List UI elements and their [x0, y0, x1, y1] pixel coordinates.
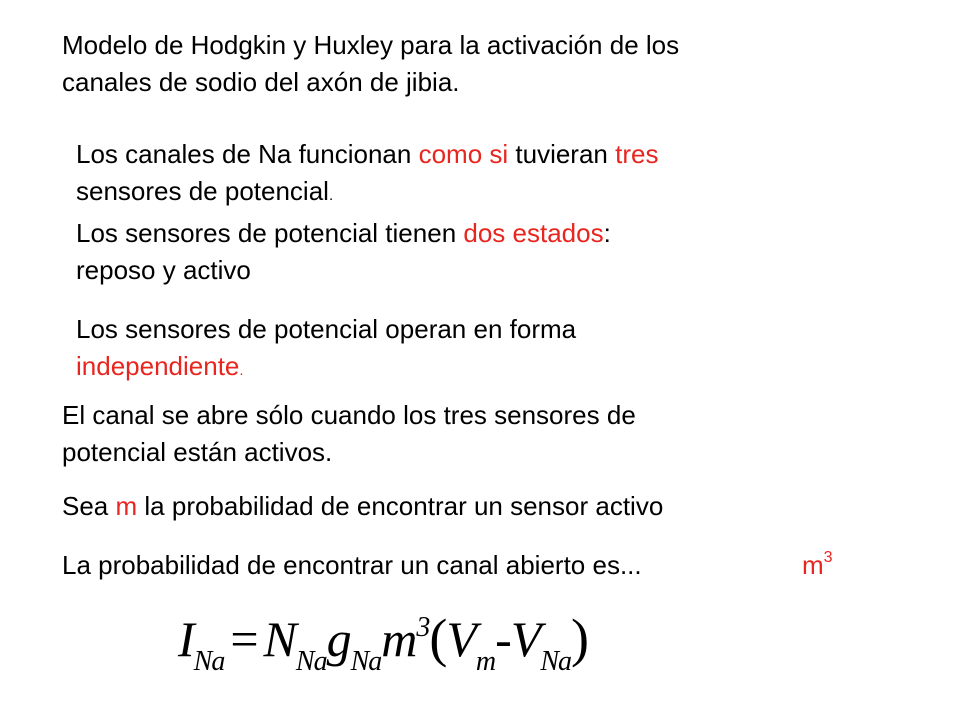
point-channel-opens — [62, 397, 636, 471]
formula-minus: - — [495, 611, 511, 667]
point-probability-m-text-c: la probabilidad de encontrar un sensor activo — [137, 491, 664, 521]
formula-reversal-voltage-subscript: Na — [540, 646, 572, 677]
highlight-como-si: como si — [418, 139, 509, 169]
point-two-states-line-1 — [76, 215, 611, 252]
formula-open-paren: ( — [429, 608, 447, 668]
point-three-sensors-line-1 — [76, 136, 658, 173]
formula-activation-exponent: 3 — [416, 612, 430, 643]
formula-equals: = — [230, 611, 258, 667]
highlight-tres: tres — [615, 139, 659, 169]
formula-current-symbol: I — [178, 611, 194, 667]
point-three-sensors-text-c: tuvieran — [508, 139, 616, 169]
point-probability-m-text-a: Sea — [62, 491, 116, 521]
point-two-states-colon: : — [603, 218, 611, 248]
point-three-sensors — [76, 136, 658, 214]
highlight-independiente: independiente — [76, 351, 240, 381]
point-three-sensors-period: . — [328, 187, 334, 204]
point-two-states-text-a: Los sensores de potencial tienen — [76, 218, 464, 248]
point-open-probability — [62, 547, 642, 584]
highlight-dos-estados: dos estados — [463, 218, 604, 248]
formula-reversal-voltage: V — [510, 611, 541, 667]
point-independent-line-1: Los sensores de potencial operan en forma — [76, 314, 577, 344]
title-line-1: Modelo de Hodgkin y Huxley para la activación de los — [62, 30, 680, 60]
point-independent — [76, 311, 576, 389]
formula-conductance: g — [326, 611, 351, 667]
point-three-sensors-text-a: Los canales de Na funcionan — [76, 139, 419, 169]
point-two-states-line-2: reposo y activo — [76, 255, 251, 285]
open-probability-answer — [802, 547, 833, 584]
formula-current-subscript: Na — [193, 646, 225, 677]
formula-membrane-voltage-subscript: m — [475, 646, 496, 677]
point-probability-m — [62, 488, 663, 525]
answer-base: m — [802, 550, 824, 580]
point-two-states — [76, 215, 611, 289]
point-independent-period: . — [239, 362, 244, 379]
point-open-probability-text: La probabilidad de encontrar un canal abierto es... — [62, 550, 642, 580]
slide-title — [62, 27, 679, 101]
formula-close-paren: ) — [571, 608, 589, 668]
point-channel-opens-line-2: potencial están activos. — [62, 437, 333, 467]
formula-activation: m — [381, 611, 417, 667]
point-three-sensors-line-2 — [76, 173, 658, 214]
point-three-sensors-text-line-2: sensores de potencial — [76, 176, 329, 206]
point-independent-line-2 — [76, 348, 576, 389]
point-channel-opens-line-1: El canal se abre sólo cuando los tres sensores de — [62, 400, 636, 430]
answer-exponent: 3 — [823, 549, 833, 566]
formula-membrane-voltage: V — [446, 611, 476, 667]
title-line-2: canales de sodio del axón de jibia. — [62, 67, 460, 97]
sodium-current-equation — [178, 608, 589, 677]
formula-conductance-subscript: Na — [350, 646, 382, 677]
formula-channel-count: N — [263, 611, 296, 667]
highlight-m: m — [115, 491, 138, 521]
formula-channel-count-subscript: Na — [295, 646, 327, 677]
